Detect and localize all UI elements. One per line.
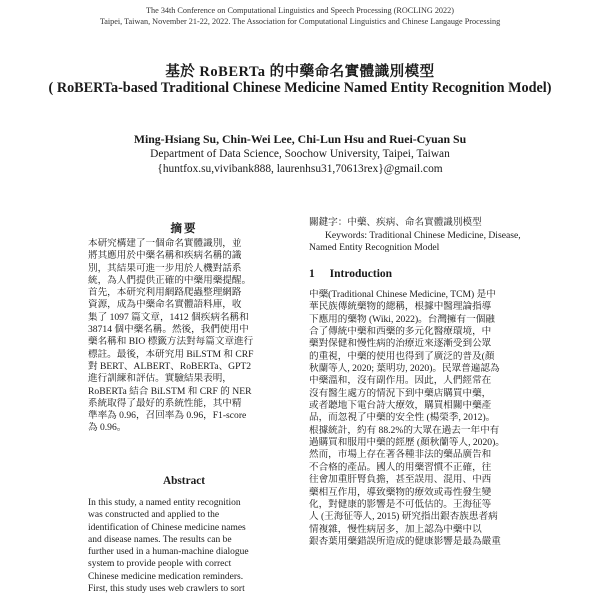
keywords-zh: 關鍵字：中藥、疾病、命名實體識別模型 (309, 217, 482, 228)
abstract-zh-line: 準率為 0.96，召回率為 0.96，F1-score (88, 410, 247, 422)
intro-line: 化，對健康的影響是不可低估的。王海征等 (309, 498, 492, 510)
intro-line: 不合格的產品。國人的用藥習慣不正確，往 (309, 461, 492, 473)
abstract-en-line: system to provide people with correct (88, 559, 232, 570)
intro-section-number: 1 (309, 268, 315, 280)
abstract-en-line: First, this study uses web crawlers to sort (88, 584, 245, 595)
intro-line: 人 (王海征等人, 2015) 研究指出銀杏族患者病 (309, 511, 498, 523)
abstract-zh-line: 系統取得了最好的系統性能，其中精 (88, 397, 242, 409)
intro-line: 的重視，中藥的使用也得到了廣泛的普及(顏 (309, 350, 495, 362)
keywords-en (309, 230, 521, 255)
abstract-en-body (88, 497, 280, 595)
intro-line: 或者聽地下電台詩大療效，購買相關中藥產 (309, 400, 492, 412)
intro-line: 沒有醫生處方的情況下到中藥店購買中藥， (309, 387, 492, 399)
keywords-en-label: Keywords: (325, 230, 368, 241)
abstract-zh-line: 別，其結果可進一步用於人機對話系 (88, 262, 242, 274)
intro-section-title: Introduction (329, 268, 393, 280)
intro-line: 銀杏葉用藥錯誤所造成的健康影響是最為嚴重 (309, 535, 501, 547)
abstract-zh-line: 藥名稱和 BIO 標籤方法對每篇文章進行 (88, 336, 254, 348)
intro-heading (309, 268, 521, 280)
intro-line: 藥相互作用，導致藥物的療效或毒性發生變 (309, 486, 492, 498)
abstract-en-line: Chinese medicine medication reminders. (88, 571, 244, 582)
intro-line: 根據統計，約有 88.2%的大眾在過去一年中有 (309, 424, 500, 436)
abstract-zh-line: 本研究構建了一個命名實體識別，並 (88, 238, 242, 249)
affiliation-email: {huntfox.su,vivibank888, laurenhsu31,70613rex}@gmail.com (157, 162, 443, 175)
abstract-en-line: further used in a human-machine dialogue (88, 547, 249, 558)
abstract-zh-heading: 摘要 (170, 223, 198, 235)
affiliation-department: Department of Data Science, Soochow University, Taipei, Taiwan (150, 148, 450, 160)
intro-line: 往會加重肝腎負擔，甚至誤用、混用、中西 (309, 474, 492, 486)
abstract-zh-line: 資源，成為中藥命名實體語料庫，收 (88, 299, 242, 311)
abstract-zh-line: 對 BERT、ALBERT、RoBERTa、GPT2 (88, 360, 252, 372)
intro-line: 品，而忽視了中藥的安全性 (楊榮季, 2012)。 (309, 412, 496, 424)
intro-line: 過購買和服用中藥的經歷 (顏秋蘭等人, 2020)。 (309, 437, 505, 449)
paper-title-zh: 基於 RoBERTa 的中藥命名實體識別模型 (165, 64, 435, 80)
abstract-zh-line: 統，為人們提供正確的中藥用藥提醒。 (88, 274, 252, 286)
intro-line: 藥對保健和慢性病的治療近來逐漸受到公眾 (309, 338, 492, 350)
abstract-zh-line: RoBERTa 結合 BiLSTM 和 CRF 的 NER (88, 385, 252, 397)
abstract-en-line: In this study, a named entity recognition (88, 498, 241, 508)
conference-header-line1: The 34th Conference on Computational Linguistics and Speech Processing (ROCLING 2022) (146, 6, 454, 15)
intro-line: 合了傳統中藥和西藥的多元化醫療環境，中 (309, 326, 492, 338)
abstract-zh-line: 標註。最後，本研究用 BiLSTM 和 CRF (88, 348, 254, 360)
author-list: Ming-Hsiang Su, Chin-Wei Lee, Chi-Lun Hsu and Ruei-Cyuan Su (133, 132, 467, 146)
intro-body (309, 289, 521, 548)
abstract-zh-body (88, 238, 280, 435)
abstract-en-line: and disease names. The results can be (88, 534, 232, 545)
abstract-zh-line: 首先，本研究利用網路爬蟲整理網路 (88, 287, 242, 299)
abstract-zh-line: 進行訓練和評估。實驗結果表明， (88, 373, 232, 385)
intro-line: 然而，市場上存在著各種非法的藥品廣告和 (309, 449, 492, 461)
abstract-zh-line: 為 0.96。 (88, 422, 127, 434)
affiliation-block (0, 147, 600, 176)
abstract-en-line: identification of Chinese medicine names (88, 522, 246, 533)
abstract-zh-line: 38714 個中藥名稱。然後，我們使用中 (88, 324, 249, 336)
intro-line: 華民族傳統藥物的總稱，根據中醫理論指導 (309, 301, 492, 313)
abstract-en-heading: Abstract (162, 475, 206, 487)
intro-line: 情複雜，慢性病居多，加上認為中藥中以 (309, 523, 482, 535)
conference-header (0, 6, 600, 27)
keywords-en-text2: Named Entity Recognition Model (309, 242, 440, 254)
conference-header-line2: Taipei, Taiwan, November 21-22, 2022. The Association for Computational Linguistics and Chinese Langauge Processing (99, 16, 501, 26)
abstract-zh-line: 集了 1097 篇文章，1412 個疾病名稱和 (88, 311, 249, 323)
paper-title-en: ( RoBERTa-based Traditional Chinese Medicine Named Entity Recognition Model) (48, 80, 552, 96)
abstract-en-line: was constructed and applied to the (88, 510, 220, 521)
intro-line: 秋蘭等人, 2020; 葉明功, 2020)。民眾普遍認為 (309, 363, 500, 375)
keywords-en-text: Traditional Chinese Medicine, Disease, (369, 230, 521, 241)
intro-line: 中藥(Traditional Chinese Medicine, TCM) 是中 (309, 289, 496, 300)
abstract-zh-line: 將其應用於中藥名稱和疾病名稱的識 (88, 250, 242, 262)
intro-line: 中藥溫和，沒有副作用。因此，人們經常在 (309, 375, 492, 387)
intro-line: 下應用的藥物 (Wiki, 2022)。台灣擁有一個融 (309, 313, 495, 325)
